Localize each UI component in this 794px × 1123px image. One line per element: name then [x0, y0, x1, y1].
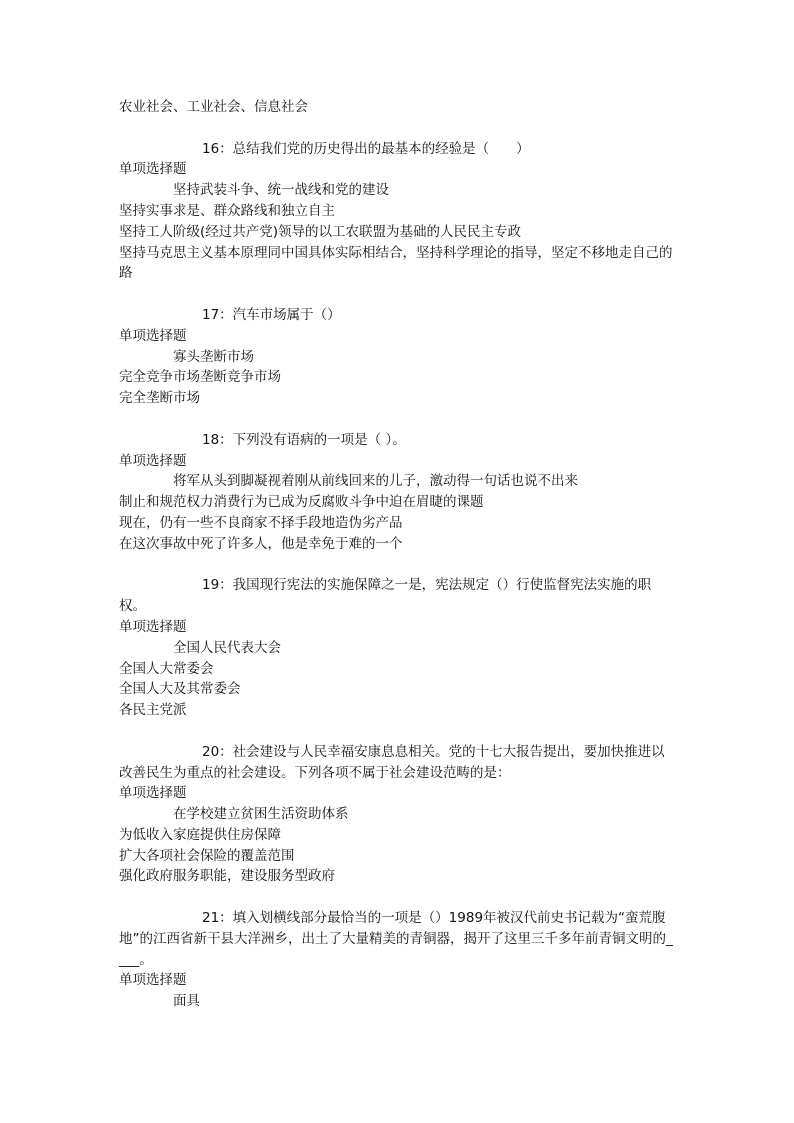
answer-option: 坚持实事求是、群众路线和独立自主 — [119, 202, 335, 219]
question-prompt: 17：汽车市场属于（） — [202, 306, 341, 323]
answer-option: 现在，仍有一些不良商家不择手段地造伪劣产品 — [119, 514, 403, 531]
answer-option: 全国人大及其常委会 — [119, 681, 241, 698]
exam-content — [119, 97, 675, 1012]
question-block — [119, 430, 675, 555]
answer-option: 全国人民代表大会 — [173, 639, 281, 656]
answer-option: 为低收入家庭提供住房保障 — [119, 826, 281, 843]
question-prompt: 20：社会建设与人民幸福安康息息相关。党的十七大报告提出，要加快推进以改善民生为重点的社会建设。下列各项不属于社会建设范畴的是： — [119, 743, 665, 781]
answer-option: 坚持武装斗争、统一战线和党的建设 — [173, 182, 389, 199]
question-type-label: 单项选择题 — [119, 452, 187, 469]
answer-option: 制止和规范权力消费行为已成为反腐败斗争中迫在眉睫的课题 — [119, 494, 484, 511]
answer-option: 扩大各项社会保险的覆盖范围 — [119, 847, 295, 864]
question-block — [119, 908, 675, 1012]
answer-option: 坚持马克思主义基本原理同中国具体实际相结合，坚持科学理论的指导，坚定不移地走自己的路 — [119, 244, 673, 282]
answer-option: 面具 — [173, 993, 200, 1010]
answer-option: 将军从头到脚凝视着刚从前线回来的儿子，激动得一句话也说不出来 — [173, 473, 578, 490]
question-block — [119, 305, 675, 409]
question-type-label: 单项选择题 — [119, 972, 187, 989]
answer-option: 完全垄断市场 — [119, 390, 200, 407]
answer-option: 坚持工人阶级(经过共产党)领导的以工农联盟为基础的人民民主专政 — [119, 223, 522, 240]
answer-option: 强化政府服务职能，建设服务型政府 — [119, 868, 335, 885]
answer-option: 寡头垄断市场 — [173, 348, 254, 365]
question-type-label: 单项选择题 — [119, 785, 187, 802]
question-prompt: 19：我国现行宪法的实施保障之一是，宪法规定（）行使监督宪法实施的职权。 — [119, 577, 652, 615]
question-prompt: 21：填入划横线部分最恰当的一项是（）1989年被汉代前史书记载为“蛮荒腹地”的江西省新干县大洋洲乡，出土了大量精美的青铜器，揭开了这里三千多年前青铜文明的____。 — [119, 910, 673, 968]
previous-answer-line: 农业社会、工业社会、信息社会 — [119, 99, 308, 115]
question-prompt: 16：总结我们党的历史得出的最基本的经验是（ ） — [202, 140, 530, 157]
question-block — [119, 742, 675, 888]
question-block — [119, 139, 675, 285]
answer-option: 全国人大常委会 — [119, 660, 214, 677]
answer-option: 各民主党派 — [119, 702, 187, 719]
question-prompt: 18：下列没有语病的一项是（ ）。 — [202, 431, 406, 448]
answer-option: 完全竞争市场垄断竞争市场 — [119, 369, 281, 386]
answer-option: 在这次事故中死了许多人，他是幸免于难的一个 — [119, 535, 403, 552]
question-type-label: 单项选择题 — [119, 618, 187, 635]
answer-option: 在学校建立贫困生活资助体系 — [173, 806, 349, 823]
question-type-label: 单项选择题 — [119, 327, 187, 344]
question-block — [119, 575, 675, 721]
question-type-label: 单项选择题 — [119, 161, 187, 178]
